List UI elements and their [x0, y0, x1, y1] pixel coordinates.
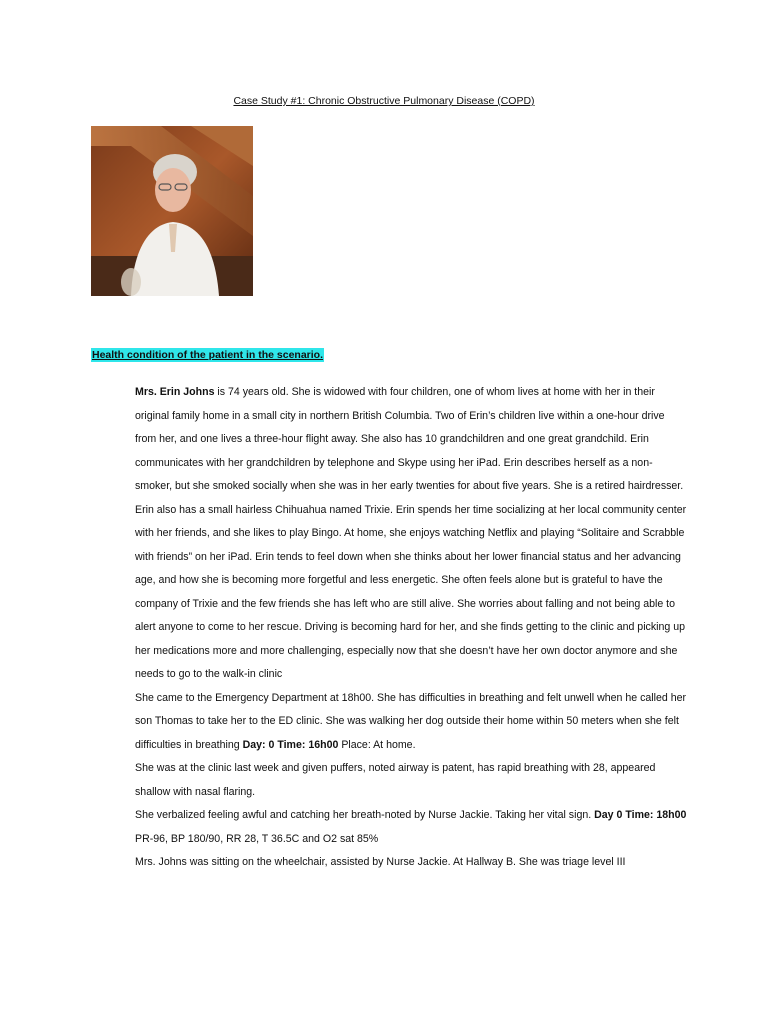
- patient-photo: [91, 126, 253, 296]
- list-item-bold: Day: 0 Time: 16h00: [242, 738, 339, 751]
- bullet-list: [113, 381, 688, 875]
- list-item-text: She came to the Emergency Department at 18h00. She has difficulties in breathing and felt unwell when he called her son Thomas to take her to the ED clinic. She was walking her dog outside their home within 50 meters when she felt difficulties in breathing: [135, 691, 687, 751]
- patient-name: Mrs. Erin Johns: [135, 386, 215, 398]
- list-item-bold: Day 0 Time: 18h00: [594, 809, 687, 821]
- list-item-text: She was at the clinic last week and given puffers, noted airway is patent, has rapid breathing with 28, appeared shallow with nasal flaring.: [135, 762, 656, 798]
- list-item: [113, 381, 688, 687]
- page-title: Case Study #1: Chronic Obstructive Pulmonary Disease (COPD): [233, 95, 535, 107]
- list-item-text: Place: At home.: [338, 738, 416, 751]
- list-item-text: PR-96, BP 180/90, RR 28, T 36.5C and O2 sat 85%: [135, 832, 379, 845]
- list-item-text: She verbalized feeling awful and catching her breath-noted by Nurse Jackie. Taking her vital sign.: [135, 809, 595, 821]
- list-item: [113, 804, 688, 851]
- list-item: [113, 851, 688, 875]
- list-item-text: Mrs. Johns was sitting on the wheelchair, assisted by Nurse Jackie. At Hallway B. She was triage level III: [135, 856, 626, 868]
- section-heading: Health condition of the patient in the scenario.: [92, 349, 324, 361]
- list-item: [113, 757, 688, 804]
- list-item-text: is 74 years old. She is widowed with four children, one of whom lives at home with her in their original family home in a small city in northern British Columbia. Two of Erin’s children live within a one-hour drive from her, and one lives a three-hour flight away. She also has 10 grandchildren and one great grandchild. Erin communicates with her grandchildren by telephone and Skype using her iPad. Erin describes herself as a non-smoker, but she smoked socially when she was in her early twenties for about five years. She is a retired hairdresser. Erin also has a small hairless Chihuahua named Trixie. Erin spends her time socializing at her local community center with her friends, and she likes to play Bingo. At home, she enjoys watching Netflix and playing “Solitaire and Scrabble with friends” on her iPad. Erin tends to feel down when she thinks about her lower financial status and her advancing age, and how she is becoming more forgetful and less energetic. She often feels alone but is grateful to have the company of Trixie and the few friends she has left who are still alive. She worries about falling and not being able to alert anyone to come to her rescue. Driving is becoming hard for her, and she finds getting to the clinic and picking up her medications more and more challenging, especially now that she doesn’t have her own doctor anymore and she needs to go to the walk-in clinic: [135, 386, 687, 680]
- list-item: [113, 687, 688, 758]
